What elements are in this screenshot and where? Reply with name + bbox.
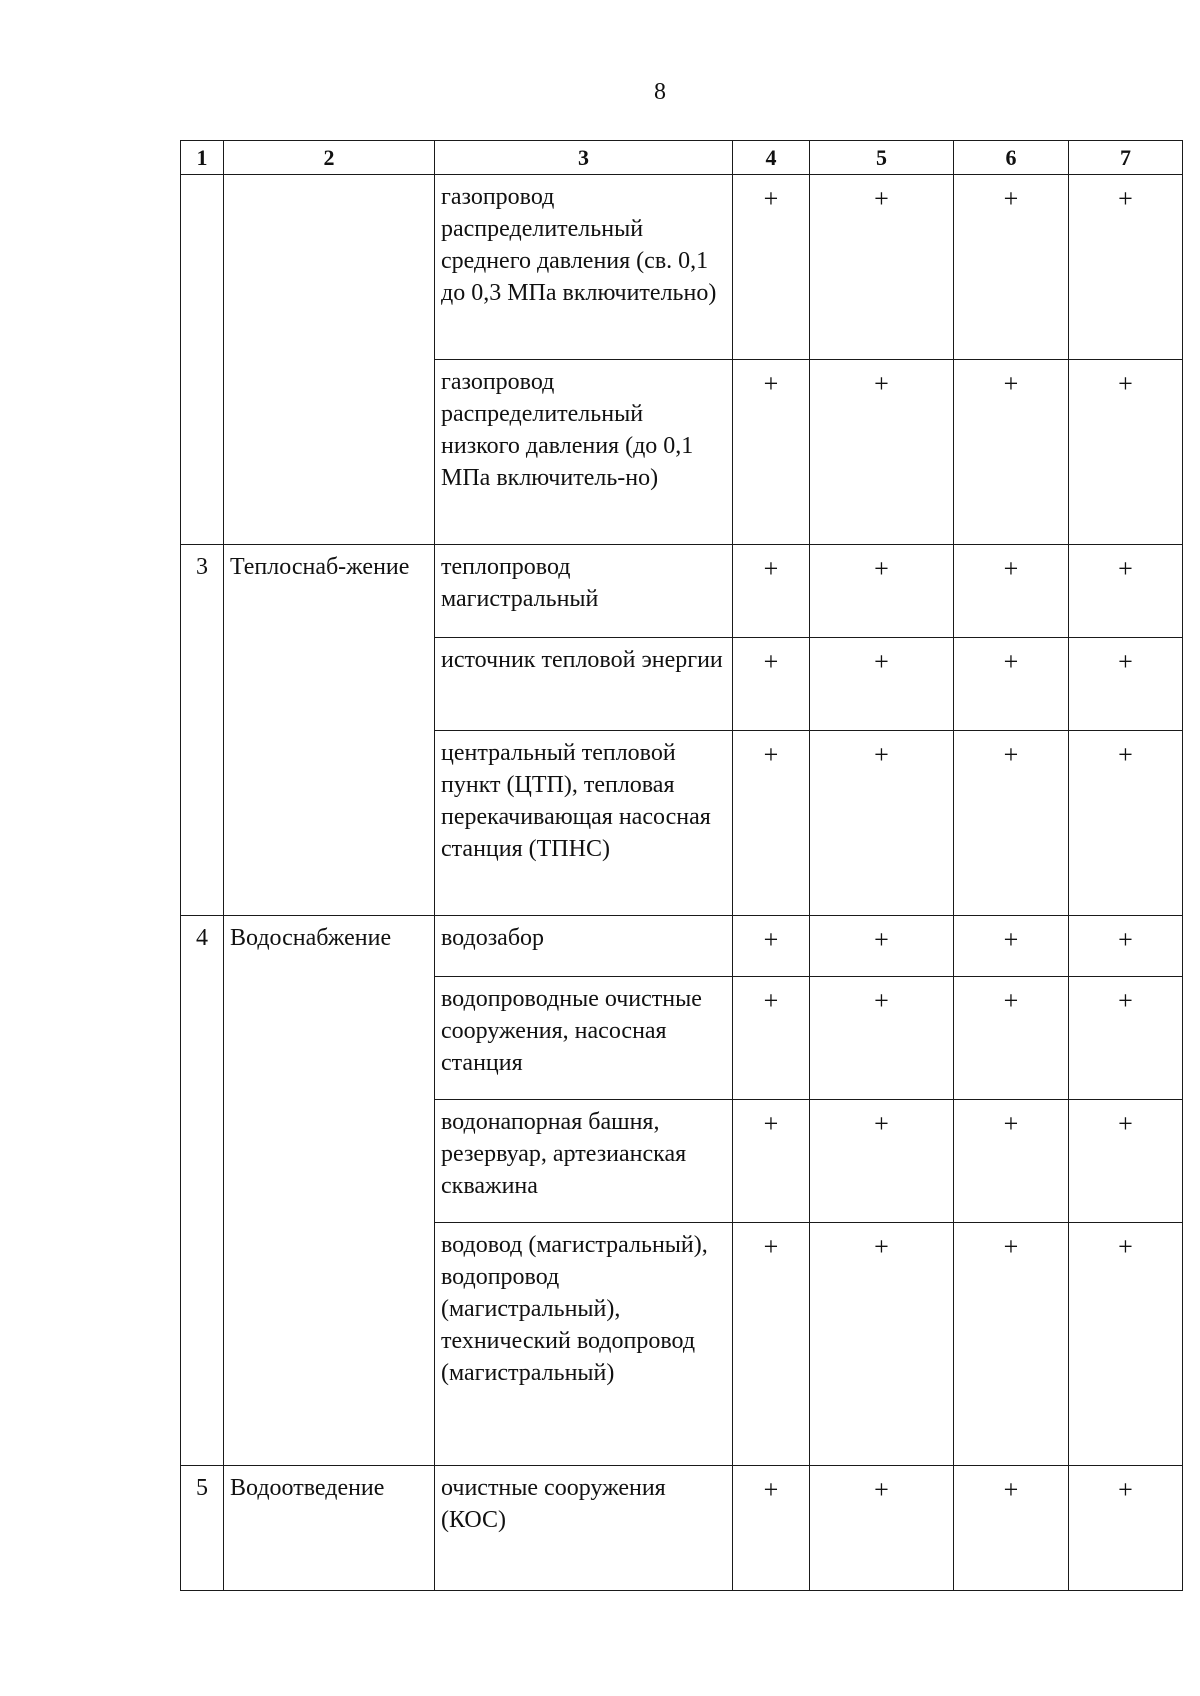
row-description: газопровод распределительный низкого давления (до 0,1 МПа включитель-но) xyxy=(435,360,733,545)
row-mark-col7: + xyxy=(1069,545,1183,638)
table-row xyxy=(181,360,1183,545)
row-mark-col7: + xyxy=(1069,977,1183,1100)
row-mark-col4: + xyxy=(733,175,810,360)
row-description: теплопровод магистральный xyxy=(435,545,733,638)
row-mark-col4: + xyxy=(733,545,810,638)
row-mark-col6: + xyxy=(954,545,1069,638)
row-category: Водоснабжение xyxy=(224,916,435,1466)
row-mark-col5: + xyxy=(810,731,954,916)
row-mark-col4: + xyxy=(733,731,810,916)
row-description: водопроводные очистные сооружения, насосная станция xyxy=(435,977,733,1100)
table-header-row xyxy=(181,141,1183,175)
row-mark-col7: + xyxy=(1069,638,1183,731)
row-number: 5 xyxy=(181,1466,224,1591)
column-header-5: 5 xyxy=(810,141,954,175)
row-mark-col6: + xyxy=(954,1223,1069,1466)
row-mark-col4: + xyxy=(733,1100,810,1223)
row-mark-col4: + xyxy=(733,638,810,731)
table-row xyxy=(181,916,1183,977)
row-mark-col5: + xyxy=(810,638,954,731)
row-number: 4 xyxy=(181,916,224,1466)
row-mark-col4: + xyxy=(733,977,810,1100)
row-mark-col5: + xyxy=(810,175,954,360)
column-header-1: 1 xyxy=(181,141,224,175)
row-description: газопровод распределительный среднего давления (св. 0,1 до 0,3 МПа включительно) xyxy=(435,175,733,360)
infrastructure-table xyxy=(180,140,1183,1591)
row-mark-col6: + xyxy=(954,1466,1069,1591)
row-mark-col7: + xyxy=(1069,1466,1183,1591)
row-mark-col7: + xyxy=(1069,731,1183,916)
row-number xyxy=(181,175,224,360)
row-mark-col5: + xyxy=(810,1100,954,1223)
infrastructure-table-container xyxy=(180,140,1183,1591)
row-mark-col7: + xyxy=(1069,1100,1183,1223)
row-mark-col6: + xyxy=(954,638,1069,731)
row-category xyxy=(224,360,435,545)
row-number xyxy=(181,360,224,545)
column-header-3: 3 xyxy=(435,141,733,175)
row-mark-col4: + xyxy=(733,1223,810,1466)
row-mark-col7: + xyxy=(1069,1223,1183,1466)
row-mark-col7: + xyxy=(1069,360,1183,545)
page-number: 8 xyxy=(654,79,666,105)
row-mark-col4: + xyxy=(733,1466,810,1591)
row-mark-col4: + xyxy=(733,916,810,977)
row-mark-col5: + xyxy=(810,1466,954,1591)
column-header-2: 2 xyxy=(224,141,435,175)
row-description: центральный тепловой пункт (ЦТП), тепловая перекачивающая насосная станция (ТПНС) xyxy=(435,731,733,916)
row-number: 3 xyxy=(181,545,224,916)
row-mark-col7: + xyxy=(1069,916,1183,977)
row-description: очистные сооружения (КОС) xyxy=(435,1466,733,1591)
row-description: водозабор xyxy=(435,916,733,977)
row-mark-col5: + xyxy=(810,545,954,638)
row-category: Теплоснаб-жение xyxy=(224,545,435,916)
row-category: Водоотведение xyxy=(224,1466,435,1591)
row-description: водонапорная башня, резервуар, артезианская скважина xyxy=(435,1100,733,1223)
row-mark-col6: + xyxy=(954,977,1069,1100)
row-mark-col5: + xyxy=(810,1223,954,1466)
row-mark-col6: + xyxy=(954,360,1069,545)
row-mark-col6: + xyxy=(954,731,1069,916)
row-mark-col6: + xyxy=(954,1100,1069,1223)
row-mark-col5: + xyxy=(810,916,954,977)
table-row xyxy=(181,545,1183,638)
column-header-6: 6 xyxy=(954,141,1069,175)
row-mark-col4: + xyxy=(733,360,810,545)
row-description: источник тепловой энергии xyxy=(435,638,733,731)
table-row xyxy=(181,175,1183,360)
row-mark-col6: + xyxy=(954,916,1069,977)
row-mark-col5: + xyxy=(810,360,954,545)
table-row xyxy=(181,1466,1183,1591)
row-mark-col6: + xyxy=(954,175,1069,360)
row-category xyxy=(224,175,435,360)
row-description: водовод (магистральный), водопровод (магистральный), технический водопровод (магистральный) xyxy=(435,1223,733,1466)
row-mark-col5: + xyxy=(810,977,954,1100)
column-header-7: 7 xyxy=(1069,141,1183,175)
column-header-4: 4 xyxy=(733,141,810,175)
row-mark-col7: + xyxy=(1069,175,1183,360)
